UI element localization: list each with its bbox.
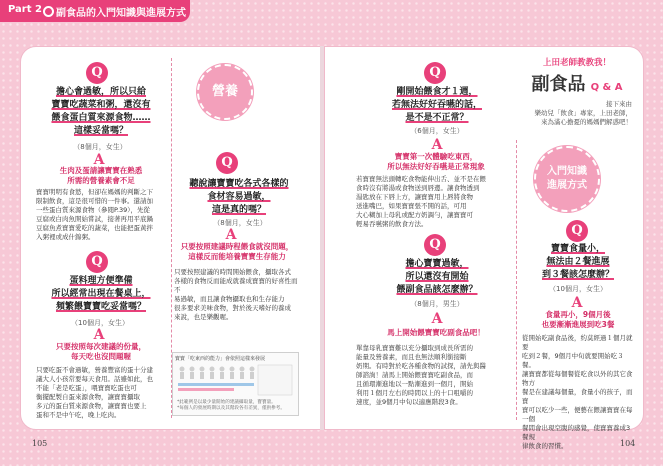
q2-age: （10個月，女生）: [71, 319, 129, 327]
answer-a-icon: A: [431, 137, 443, 153]
nutrition-sign: 營養: [197, 64, 253, 120]
circle-icon: [43, 6, 54, 17]
chapter-header: [0, 0, 190, 22]
answer-a-icon: A: [431, 311, 443, 327]
q3-answer-body: 只要按照建議的時間開始餵食，攝取各式 各樣的食物反而能成就養成寶寶的好喜性而不 易過敏，而且讓食物攝取也和生存能力 很多要求美味食物，對於後天嗜好的養成 來說，也是樂觀喔。: [174, 268, 298, 321]
answer-a-icon: A: [225, 227, 237, 243]
q2-answer-heading: 只要按照每次建議的份量， 每天吃也沒問題喔: [56, 342, 146, 361]
question-q-icon: Q: [86, 62, 108, 84]
intro-knowledge-sign: 入門知識 進展方式: [534, 146, 600, 212]
q1-age: （8個月，女生）: [73, 143, 127, 151]
q4-answer-body: 若寶寶無法頭轉吃食物能伸出舌、並不是在餵 食時沒有將湯或食物送到唇邊。讓食物透到 湯匙放在下唇上方，讓寶寶用上唇將食物 送進嘴巴，如果寶寶張不開的話，可用 大心糊加上母乳或配方奶調勻，讓寶寶可 輕易吞嚥粥的飲食方法。: [356, 175, 486, 228]
q4-age: （6個月，女生）: [410, 127, 464, 135]
q6-answer-heading: 食量再小，9個月後 也要漸漸進展到吃3餐: [541, 310, 615, 329]
development-chart: [172, 352, 299, 416]
teacher-caption: 上田老師教教我！: [542, 58, 611, 68]
q5-question: 擔心寶寶過敏， 所以還沒有開始 餵副食品該怎麼辦？: [396, 259, 478, 295]
q3-question: 聽說讓寶寶吃各式各樣的 食材容易過敏， 這是真的嗎？: [189, 179, 289, 215]
q2-question: 蛋料理方便準備 所以經常出現在餐桌上， 頻繁餵寶寶吃妥當嗎？: [51, 276, 151, 312]
q3-age: （8個月，女生）: [213, 219, 267, 227]
question-q-icon: Q: [424, 62, 446, 84]
teacher-intro: 接下來由 樂幼兒「飲食」專家，上田老師， 來為滿心擔憂的媽媽們解惑吧！: [534, 100, 632, 126]
q5-age: （8個月，男生）: [410, 300, 464, 308]
q5-answer-body: 單靠母乳寶寶難以充分攝取到成長所需的 能量及營養素，而且也無法順利銜接斷 奶期。有時對於吃各種食物的試探，請先與醫 師諮詢！請馬上開始餵寶寶吃副食品，而 且循環漸進地以一點漸進到一個月，開始 利用１個月左右的時間以上的十口咀嚼的 速度，並9個月中旬以適應階段3食。: [356, 344, 486, 406]
book-spine: [320, 46, 324, 430]
chart-note: *此範例是以最少量開始的建議攝取量，寶寶量。 *每個人的發展時期以及其階段各有差異，僅供參考。: [177, 400, 285, 411]
q6-age: （10個月，女生）: [549, 285, 607, 293]
qa-title: 副食品 Q & A: [531, 74, 623, 95]
answer-a-icon: A: [93, 152, 105, 168]
question-q-icon: Q: [424, 234, 446, 256]
q1-question: 擔心會過敏，所以只給 寶寶吃蔬菜和粥，還沒有 餵食蛋白質來源食物…… 這樣妥當嗎？: [51, 87, 151, 136]
question-q-icon: Q: [86, 251, 108, 273]
q1-answer-heading: 生肉及蛋請讓寶寶在熟悉 所需的營養素會不足: [59, 166, 143, 185]
question-q-icon: Q: [566, 220, 588, 242]
q4-answer-heading: 寶寶第一次體驗吃東西， 所以無法好好吞嚥是正常現象: [387, 152, 485, 171]
chart-title: 寶寶「吃東西的能力」會依照這樣來發展: [175, 356, 266, 362]
column-divider: [516, 140, 517, 420]
teacher-box: [522, 56, 632, 127]
q2-answer-body: 只要吃蛋不會過敏，營養豐富的蛋十分建 議大人小孩常要每天食用。話雖如此，也 不能「老是吃蛋」，喂寶寶吃蛋也可 衡擺配製自蛋來源食物，讓寶寶攝取 多元的蛋白質來源食物，讓寶寶也要上 蛋和不是中午吃，晚上吃肉。: [36, 366, 153, 419]
answer-a-icon: A: [93, 327, 105, 343]
q6-answer-body: 從開始吃副食品後，約莫經過１個月就要 吃到２餐，9個月中旬就要開始吃３餐。 讓寶寶都從每個餐從吃食以外的其它食物方 餐是在建議每個量，食量小的孩子，而寶 寶可以吃少一些，便藝在餵讓寶寶在每一個 餐間會出現空腹的感覺，使寶寶養成3餐規 律飲食的習慣。: [522, 334, 633, 450]
q3-answer-heading: 只要按照建議時程餵食就沒問題， 這樣反而能培養寶寶生存能力: [180, 242, 294, 261]
question-q-icon: Q: [216, 152, 238, 174]
q1-answer-body: 寶寶明明有食慾，但卻在媽媽的判斷之下 限制飲食，這是很可惜的一件事。還請加 一些蛋白質來源食物（參閱P.39），先從 豆腐或白肉魚開始嘗試，接著再用平底鍋 豆腐魚煮寶寶愛吃的蔬菜，也能把蛋黃拌 入粥裡或成什錦粥。: [36, 188, 153, 241]
answer-a-icon: A: [571, 295, 583, 311]
q5-answer-heading: 馬上開始餵寶寶吃副食品吧！: [387, 328, 485, 337]
chapter-title: 副食品的入門知識與進展方式: [56, 8, 186, 19]
part-label: Part 2: [8, 4, 42, 15]
page-number-left: 105: [32, 439, 48, 448]
q4-question: 剛開始餵食才１週， 若無法好好吞嚥的話， 是不是不正常？: [391, 87, 482, 123]
page-number-right: 104: [620, 439, 636, 448]
q6-question: 寶寶食量小， 無法由２餐進展 到３餐該怎麼辦？: [541, 244, 614, 280]
chart-figures: [174, 363, 297, 397]
